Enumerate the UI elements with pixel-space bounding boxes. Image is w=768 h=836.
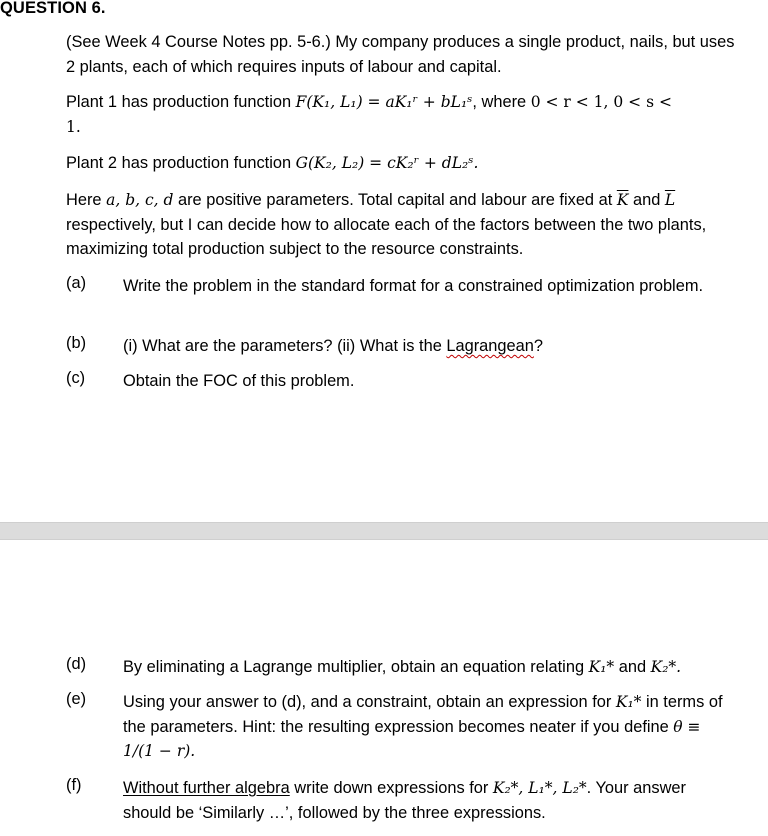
plant2-text: Plant 2 has production function [66,154,296,172]
plant1-function: F(K₁, L₁) = aK₁ʳ + bL₁ˢ [295,93,473,111]
theta-definition: θ ≡ 1/(1 − r). [123,717,701,760]
lbar-symbol: $\overline{L}$ [664,191,676,209]
question-title: QUESTION 6. [0,0,106,17]
plant1-constraint-cont: 1. [66,117,81,136]
f-expressions: K₂*, L₁*, L₂* [492,779,587,797]
params-list: a, b, c, d [106,191,174,209]
part-b-post: ? [533,337,543,355]
plant1-constraint: 0 < r < 1, 0 < s < [530,93,672,111]
plant1-text: Plant 1 has production function [66,93,296,111]
part-e-post: in terms of the parameters. Hint: the resulting expression becomes neater if you define [123,693,723,736]
part-b-label: (b) [66,334,87,352]
plant1-paragraph [66,90,736,139]
part-a-label: (a) [66,274,87,292]
part-f-post: . Your answer should be ‘Similarly …’, followed by the three expressions. [123,779,686,822]
part-d-and: and [614,658,651,676]
part-e-pre: Using your answer to (d), and a constraint, obtain an expression for [123,693,616,711]
params-text-1: Here [66,191,107,209]
params-text-2: are positive parameters. Total capital and labour are fixed at [173,191,617,209]
part-f-mid: write down expressions for [289,779,493,797]
intro-paragraph: (See Week 4 Course Notes pp. 5-6.) My company produces a single product, nails, but uses 2 plants, each of which requires inputs of labour and capital. [66,33,735,76]
part-a-text: Write the problem in the standard format for a constrained optimization problem. [123,277,704,295]
params-text-3: respectively, but I can decide how to allocate each of the factors between the two plants, maximizing total production subject to the resource constraints. [66,215,707,258]
page-break-divider [0,522,768,540]
part-b-text [123,334,733,359]
part-c-text: Obtain the FOC of this problem. [123,372,355,390]
part-c-label: (c) [66,369,86,387]
plant2-paragraph [66,151,736,176]
part-d-text [123,655,733,680]
k1-star-e: K₁* [615,693,642,711]
part-f-underlined: Without further algebra [123,779,290,797]
params-and: and [628,191,665,209]
kbar-symbol: $\overline{K}$ [616,191,629,209]
plant1-where: , where [472,93,531,111]
params-paragraph [66,188,736,262]
plant2-function: G(K₂, L₂) = cK₂ʳ + dL₂ˢ. [295,154,479,172]
spellcheck-word[interactable]: Lagrangean [446,337,534,355]
part-e-label: (e) [66,690,87,708]
k2-star: K₂*. [650,658,682,676]
part-d-pre: By eliminating a Lagrange multiplier, obtain an equation relating [123,658,589,676]
part-b-pre: (i) What are the parameters? (ii) What is the [123,337,447,355]
part-f-label: (f) [66,776,82,794]
part-d-label: (d) [66,655,87,673]
k1-star: K₁* [588,658,615,676]
part-e-text [123,690,733,764]
part-f-text [123,776,733,825]
